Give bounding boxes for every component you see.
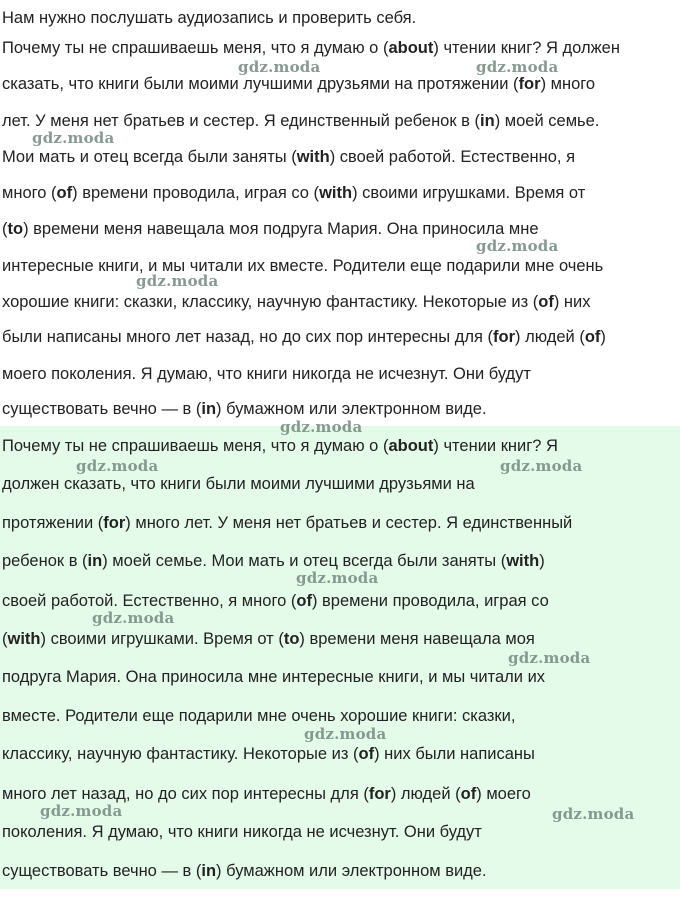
text-segment: ) моей семье. Мои мать и отец всегда были заняты ( [102, 552, 507, 570]
text-segment: ) бумажном или электронном виде. [216, 400, 487, 418]
text-segment: ) людей ( [515, 328, 585, 346]
answer-word: with [319, 184, 353, 202]
watermark: gdz.moda [500, 457, 583, 475]
watermark: gdz.moda [92, 609, 175, 627]
text-segment: существовать вечно — в ( [2, 862, 202, 880]
text-segment: ) своей работой. Естественно, я [329, 148, 576, 166]
text-segment: лет. У меня нет братьев и сестер. Я единственный ребенок в ( [2, 112, 481, 130]
text-line [2, 364, 531, 384]
answer-word: to [283, 630, 300, 648]
watermark: gdz.moda [476, 237, 559, 255]
text-line [2, 474, 475, 494]
text-line [2, 38, 620, 58]
text-segment: много ( [2, 184, 57, 202]
text-line [2, 551, 545, 571]
answer-word: for [103, 514, 126, 532]
answer-word: of [296, 592, 312, 610]
watermark: gdz.moda [296, 569, 379, 587]
text-segment: ) чтении книг? Я [433, 437, 558, 455]
watermark: gdz.moda [238, 58, 321, 76]
text-line [2, 744, 535, 764]
text-line [2, 292, 591, 312]
answer-word: of [358, 745, 375, 763]
text-segment: ) моего [476, 785, 531, 803]
answer-word: with [506, 552, 540, 570]
text-segment: много лет назад, но до сих пор интересны для ( [2, 785, 369, 803]
answer-word: of [56, 184, 73, 202]
text-line [2, 111, 599, 131]
text-line [2, 256, 603, 276]
text-segment: были написаны много лет назад, но до сих пор интересны для ( [2, 328, 493, 346]
answer-word: in [201, 862, 217, 880]
text-segment: ) них были написаны [374, 745, 535, 763]
text-line [2, 513, 572, 533]
text-segment: должен сказать, что книги были моими лучшими друзьями на [2, 475, 475, 493]
text-line [2, 327, 606, 347]
text-line [2, 822, 482, 842]
watermark: gdz.moda [136, 272, 219, 290]
text-line [2, 436, 558, 456]
watermark: gdz.moda [476, 58, 559, 76]
text-segment: ) чтении книг? Я должен [433, 39, 620, 57]
text-segment: сказать, что книги были моими лучшими друзьями на протяжении ( [2, 75, 519, 93]
watermark: gdz.moda [76, 457, 159, 475]
text-line [2, 591, 549, 611]
text-segment: моего поколения. Я думаю, что книги никогда не исчезнут. Они будут [2, 365, 531, 383]
answer-word: with [296, 148, 330, 166]
answer-word: about [388, 437, 434, 455]
watermark: gdz.moda [32, 129, 115, 147]
text-segment: подруга Мария. Она приносила мне интересные книги, и мы читали их [2, 668, 546, 686]
text-segment: ) [600, 328, 606, 346]
text-segment: вместе. Родители еще подарили мне очень хорошие книги: сказки, [2, 707, 516, 725]
text-segment: существовать вечно — в ( [2, 400, 202, 418]
text-segment: интересные книги, и мы читали их вместе. Родители еще подарили мне очень [2, 257, 604, 275]
text-segment: ) моей семье. [494, 112, 600, 130]
text-line [2, 219, 539, 239]
text-segment: ) много лет. У меня нет братьев и сестер. Я единственный [125, 514, 573, 532]
text-line [2, 629, 535, 649]
answer-word: with [7, 630, 41, 648]
text-line [2, 399, 487, 419]
text-segment: ) людей ( [390, 785, 461, 803]
text-segment: ) много [540, 75, 596, 93]
answer-word: for [518, 75, 541, 93]
text-segment: классику, научную фантастику. Некоторые из ( [2, 745, 359, 763]
text-segment: Почему ты не спрашиваешь меня, что я думаю о ( [2, 437, 389, 455]
text-line [2, 183, 585, 203]
text-segment: ) [539, 552, 545, 570]
answer-word: of [460, 785, 477, 803]
answer-word: of [538, 293, 554, 311]
text-segment: ) своими игрушками. Время от [352, 184, 586, 202]
text-segment: ( [2, 630, 8, 648]
watermark: gdz.moda [508, 649, 591, 667]
answer-word: in [480, 112, 495, 130]
watermark: gdz.moda [304, 725, 387, 743]
text-line [2, 667, 545, 687]
text-line [2, 861, 487, 881]
text-segment: ) времени проводила, играя со ( [72, 184, 320, 202]
text-line [2, 74, 595, 94]
text-line [2, 784, 531, 804]
text-segment: своей работой. Естественно, я много ( [2, 592, 297, 610]
text-segment: Мои мать и отец всегда были заняты ( [2, 148, 297, 166]
watermark: gdz.moda [552, 805, 635, 823]
answer-word: for [493, 328, 515, 346]
answer-word: of [584, 328, 601, 346]
watermark: gdz.moda [40, 802, 123, 820]
text-segment: ) времени меня навещала моя [299, 630, 535, 648]
intro-text: Нам нужно послушать аудиозапись и проверить себя. [2, 9, 417, 27]
text-segment: ) времени меня навещала моя подруга Мария. Она приносила мне [23, 220, 539, 238]
text-segment: ребенок в ( [2, 552, 88, 570]
text-segment: протяжении ( [2, 514, 104, 532]
text-segment: ) времени проводила, играя со [311, 592, 549, 610]
text-segment: Почему ты не спрашиваешь меня, что я думаю о ( [2, 39, 389, 57]
text-segment: хорошие книги: сказки, классику, научную фантастику. Некоторые из ( [2, 293, 539, 311]
answer-word: for [368, 785, 391, 803]
text-line [2, 147, 575, 167]
text-segment: ) бумажном или электронном виде. [216, 862, 487, 880]
text-segment: ( [2, 220, 8, 238]
text-segment: ) своими игрушками. Время от ( [40, 630, 284, 648]
answer-word: about [388, 39, 434, 57]
text-segment: ) них [553, 293, 591, 311]
answer-word: to [7, 220, 24, 238]
text-segment: поколения. Я думаю, что книги никогда не исчезнут. Они будут [2, 823, 482, 841]
text-line [2, 706, 515, 726]
answer-word: in [87, 552, 103, 570]
watermark: gdz.moda [280, 418, 363, 436]
answer-word: in [201, 400, 217, 418]
